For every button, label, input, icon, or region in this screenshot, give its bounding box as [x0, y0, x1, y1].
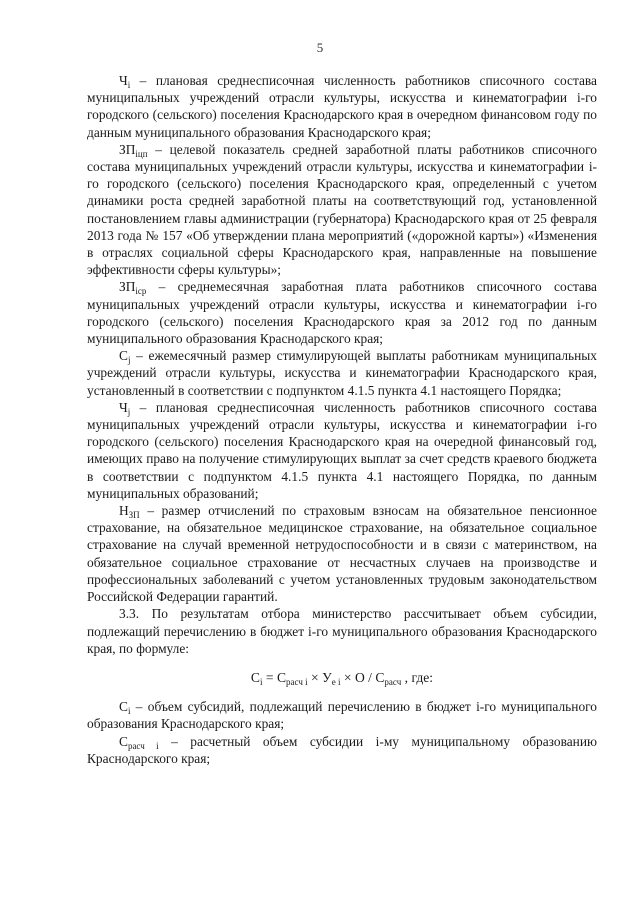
paragraph-zp-target-definition: $ЗП_{iцп}$ – целевой показатель средней заработной платы работников списочного состава муниципальных учреждений отрасли культуры, искусства и кинематографии i-го городского (сельского) поселения Краснодарского края, определенный с учетом динамики роста средней заработной платы на соответствующий год, установленной постановлением главы администрации (губернатора) Краснодарского края от 25 февраля 2013 года № 157 «Об утверждении плана мероприятий («дорожной карты») «Изменения в отраслях социальной сферы Краснодарского края, направленные на повышение эффективности сферы культуры»;	[87, 141, 597, 278]
section-3-3: 3.3. По результатам отбора министерство рассчитывает объем субсидии, подлежащий перечислению в бюджет i-го муниципального образования Краснодарского края, по формуле:	[87, 606, 597, 656]
paragraph-crasch-definition: $С_{расч i}$ – расчетный объем субсидии i-му муниципальному образованию Краснодарского края;	[87, 733, 598, 766]
paragraph-zp-avg-definition: $ЗП_{iср}$ – среднемесячная заработная плата работников списочного состава муниципальных учреждений отрасли культуры, искусства и кинематографии i-го городского (сельского) поселения Краснодарского края за 2012 год по данным муниципального образования Краснодарского края;	[87, 279, 597, 347]
subsidy-formula: $С_i = С_{расч i} \times У_{e i} \times О / С_{расч}$ , где:	[250, 669, 434, 687]
paragraph-nzp-definition: $Н_{ЗП}$ – размер отчислений по страховым взносам на обязательное пенсионное страхование, на обязательное медицинское страхование, на обязательное социальное страхование на случай временной нетрудоспособности и в связи с материнством, на обязательное социальное страхование от несчастных случаев на производстве и профессиональных заболеваний с учетом установленных трудовым законодательством Российской Федерации гарантий.	[87, 503, 597, 605]
document-body	[87, 72, 597, 767]
paragraph-chi-definition: $Ч_i$ – плановая среднесписочная численность работников списочного состава муниципальных учреждений отрасли культуры, искусства и кинематографии i-го городского (сельского) поселения Краснодарского края в очередном финансовом году по данным муниципального образования Краснодарского края;	[87, 73, 597, 140]
paragraph-chj-definition: $Ч_j$ – плановая среднесписочная численность работников списочного состава муниципальных учреждений отрасли культуры, искусства и кинематографии i-го городского (сельского) поселения Краснодарского края на очередной финансовый год, имеющих право на получение стимулирующих выплат за счет средств краевого бюджета в соответствии с подпунктом 4.1.5 пункта 4.1 настоящего Порядка, по данным муниципальных образований;	[87, 399, 597, 501]
paragraph-ci-definition: $С_i$ – объем субсидий, подлежащий перечислению в бюджет i-го муниципального образования Краснодарского края;	[87, 699, 597, 732]
paragraph-cj-definition: $С_j$ – ежемесячный размер стимулирующей выплаты работникам муниципальных учреждений отрасли культуры, искусства и кинематографии Краснодарского края, установленный в соответствии с подпунктом 4.1.5 пункта 4.1 настоящего Порядка;	[87, 348, 597, 398]
page-number: 5	[316, 40, 324, 55]
